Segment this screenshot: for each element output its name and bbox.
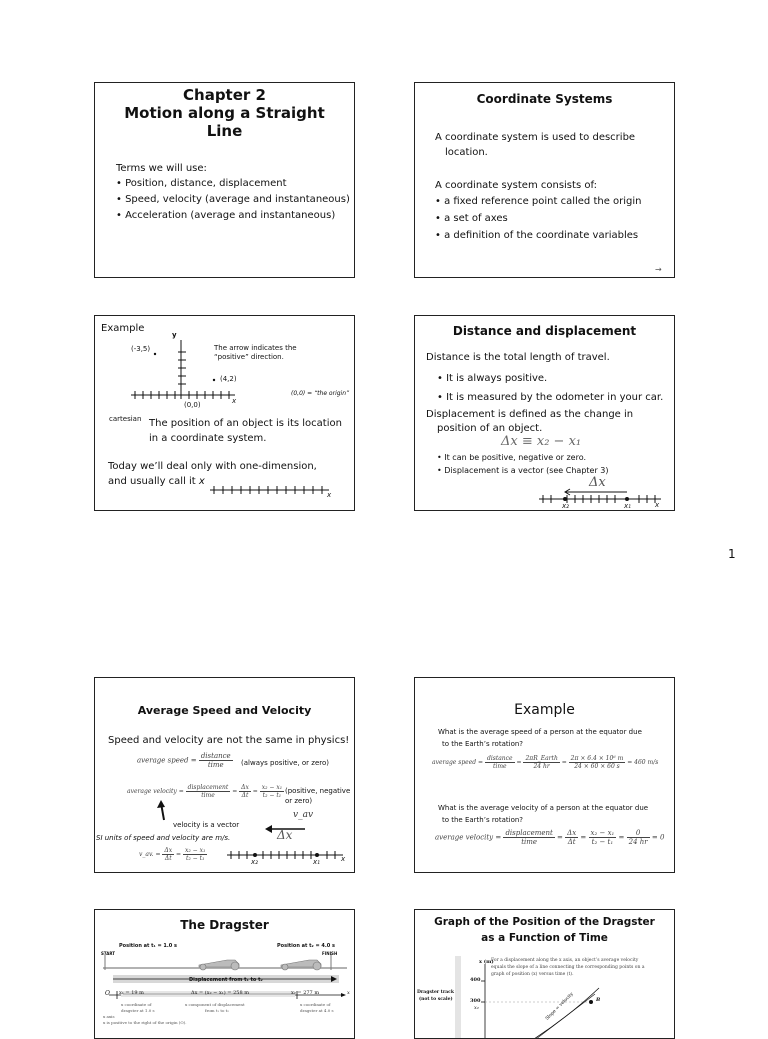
point-marker [154,353,156,355]
y-tick-label: 300 [470,998,481,1004]
position-label: Position at t₂ = 4.0 s [277,943,335,949]
track-label: (not to scale) [419,997,453,1002]
cartesian-label: cartesian [109,415,142,423]
velocity-note: (positive, negative [285,787,351,795]
number-line [95,482,355,502]
si-units-note: SI units of speed and velocity are m/s. [96,834,231,842]
dragster-diagram [95,940,355,1030]
term-item: • Position, distance, displacement [116,178,287,189]
slide-distance-displacement [414,315,675,511]
slide-title-line-2: Motion along a Straight [124,104,325,122]
x2-label: x₂ [251,858,258,866]
slide-example-cartesian [94,315,355,511]
slide-title-line-1: Graph of the Position of the Dragster [434,916,655,928]
term-item: • Acceleration (average and instantaneous) [116,210,336,221]
list-item: • a set of axes [435,213,508,224]
caption: x coordinate of [300,1002,331,1007]
start-label: START [101,951,116,956]
caption: x axis [103,1014,115,1019]
velocity-calculation: average velocity = $\frac{\text{displacement}}{\text{time}}$ = $\frac{\Delta x}{\Delta t}$ = $\frac{\text{x₂ − x₁}}{\text{t₂ − t₁}}$ = $\frac{0}{24 hr}$ = 0 [435,829,665,846]
x2-label: x₂ [562,502,569,510]
question-text: What is the average speed of a person at the equator due [438,728,642,736]
displacement-number-line [415,486,675,510]
delta-x-label: Δx [589,475,606,490]
question-text: What is the average velocity of a person at the equator due [438,804,649,812]
paragraph: Speed and velocity are not the same in physics! [108,735,350,746]
slide-average-speed-velocity [94,677,355,873]
origin-label: O [105,990,110,997]
term-item: • Speed, velocity (average and instantaneous) [116,194,350,205]
question-text: to the Earth’s rotation? [442,740,523,748]
track-label: Dragster track [417,990,454,995]
annotation: The arrow indicates the [214,344,297,352]
slide-title-line-2: as a Function of Time [481,932,608,944]
vav-equation: v_av. = $\frac{\Delta x}{\Delta t}$ = $\frac{\text{x₂ − x₁}}{\text{t₂ − t₁}}$ [139,847,206,862]
slide-title-line-3: Line [206,122,243,140]
paragraph: Distance is the total length of travel. [426,352,610,363]
page-number: 1 [728,547,736,561]
velocity-note: or zero) [285,797,313,805]
slide-title: Coordinate Systems [476,92,613,106]
y-tick-label: 400 [470,977,481,983]
slide-title: Example [514,702,575,718]
point-marker [213,379,215,381]
finish-label: FINISH [322,951,338,956]
paragraph: position of an object. [437,423,543,434]
graph-caption: graph of position (x) versus time (t). [491,972,574,977]
number-line-label: x [327,491,332,499]
example-label: Example [101,323,145,334]
list-item: • Displacement is a vector (see Chapter 3) [437,466,609,475]
delta-x-label: Δx [277,828,293,842]
cartesian-axes-diagram [95,316,355,426]
caption: dragster at 4.0 s [300,1008,334,1013]
vector-note: velocity is a vector [173,821,240,829]
corner-arrow-icon: → [655,265,662,274]
body-text: The position of an object is its location [149,418,342,429]
caption: from t₁ to t₂ [205,1008,229,1013]
x1-label: x₁ [313,858,320,866]
list-item: • a definition of the coordinate variables [435,230,639,241]
slide-dragster-graph [414,909,675,1039]
slide-chapter-title [94,82,355,278]
paragraph: location. [445,147,488,158]
graph-caption: For a displacement along the x axis, an object’s average velocity [491,958,639,963]
slide-coordinate-systems [414,82,675,278]
caption: x component of displacement [185,1002,245,1007]
caption: dragster at 1.0 s [121,1008,155,1013]
terms-intro: Terms we will use: [116,163,207,174]
list-item: • It is measured by the odometer in your car. [437,392,664,403]
paragraph: A coordinate system is used to describe [435,132,636,143]
graph-caption: equals the slope of a line connecting the corresponding points on a [491,965,645,970]
axis-label: x [347,990,350,996]
x2-label: x₂ [474,1005,479,1011]
body-text: and usually call it x [108,476,205,487]
axis-label: x [341,855,346,863]
paragraph: Displacement is defined as the change in [426,409,634,420]
caption: x coordinate of [121,1002,152,1007]
body-text: in a coordinate system. [149,433,267,444]
list-item: • It is always positive. [437,373,548,384]
vav-label: v_av [293,810,314,820]
slide-title: Average Speed and Velocity [137,704,312,717]
position-time-graph [415,950,675,1039]
origin-label: (0,0) [184,401,201,409]
vav-arrow [265,825,325,833]
list-item: • It can be positive, negative or zero. [437,453,587,462]
average-speed-equation: average speed = $\frac{\text{distance}}{\text{time}}$ [137,752,231,769]
point-label: (4,2) [220,375,237,383]
slide-dragster [94,909,355,1039]
displacement-equation: Δx ≡ x₂ − x₁ [501,434,582,449]
slide-title: The Dragster [180,918,269,932]
x2-value: x₂ = 277 m [291,990,320,996]
x1-label: x₁ [624,502,631,510]
paragraph: A coordinate system consists of: [435,180,597,191]
displacement-label: Displacement from t₁ to t₂ [189,977,263,983]
y-axis-label: y [172,331,177,339]
slide-title-line-1: Chapter 2 [183,86,266,104]
axis-label: x [655,501,660,509]
x1-value: x₁ = 19 m [119,990,144,996]
slide-title: Distance and displacement [452,324,637,338]
x-axis-label: x [232,397,237,405]
point-label: (-3,5) [131,345,151,353]
average-velocity-equation: average velocity = $\frac{\text{displacement}}{\text{time}}$ = $\frac{\Delta x}{\Delta t}$ = $\frac{\text{x₂ − x₁}}{\text{t₂ − t₁}}$ [127,784,283,799]
origin-annotation: (0,0) = “the origin” [291,390,350,397]
list-item: • a fixed reference point called the origin [435,196,642,207]
y-axis-label: x (m) [479,959,494,965]
point-label: B [596,997,601,1003]
speed-calculation: average speed = $\frac{\text{distance}}{\text{time}}$ = $\frac{\text{2πR\_Earth}}{24 hr}$ = $\frac{\text{2π × 6.4 × 10⁶ m}}{24 \times 60 \times 60 s}$ = 460 m/s [432,755,659,770]
body-text: Today we’ll deal only with one-dimension, [108,461,317,472]
displacement-value: Δx = (x₂ − x₁) = 258 m [191,990,249,996]
slope-label: Slope = velocity [545,991,575,1022]
slide-example-equator [414,677,675,873]
position-label: Position at t₁ = 1.0 s [119,943,177,949]
speed-note: (always positive, or zero) [241,759,330,767]
question-text: to the Earth’s rotation? [442,816,523,824]
annotation: “positive” direction. [214,353,284,361]
caption: x is positive to the right of the origin (O). [103,1020,187,1025]
